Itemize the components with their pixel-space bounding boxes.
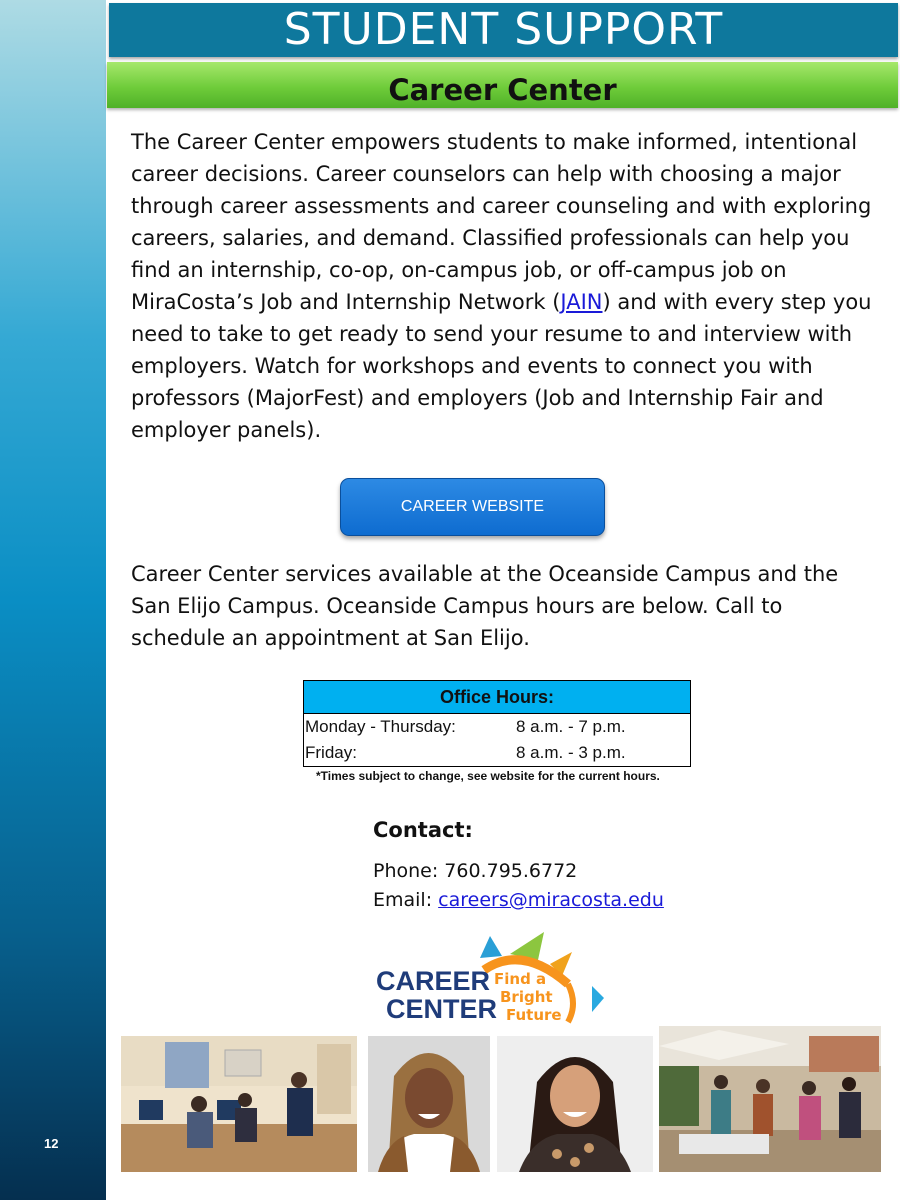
phone-line (373, 858, 577, 884)
building (809, 1036, 879, 1072)
logo-word-career: CAREER (376, 966, 491, 996)
pattern-dot (584, 1143, 594, 1153)
logo-ray-blue (480, 936, 502, 958)
logo-tagline-2: Bright (500, 988, 553, 1006)
hours-time: 8 a.m. - 7 p.m. (516, 717, 626, 736)
person-body (287, 1088, 313, 1136)
person-head (191, 1096, 207, 1112)
logo-arrow (592, 986, 604, 1012)
logo-tagline-1: Find a (494, 970, 547, 988)
hours-note: *Times subject to change, see website for the current hours. (316, 769, 660, 783)
photo-job-fair (659, 1026, 881, 1172)
page-number: 12 (44, 1136, 59, 1151)
logo-word-center: CENTER (386, 994, 498, 1024)
photo-computer-lab (121, 1036, 357, 1172)
logo-arc-lower (568, 984, 573, 1022)
phone-label: Phone: (373, 860, 445, 882)
person-head (714, 1075, 728, 1089)
person-head (756, 1079, 770, 1093)
person-head (238, 1093, 252, 1107)
person-head (802, 1081, 816, 1095)
intro-paragraph (131, 126, 879, 446)
person-body (187, 1112, 213, 1148)
page-title: STUDENT SUPPORT (109, 3, 898, 57)
person-head (291, 1072, 307, 1088)
table-row (304, 714, 690, 740)
email-line (373, 887, 664, 913)
booth-table (679, 1134, 769, 1154)
person-body (711, 1090, 731, 1134)
office-hours-table (303, 680, 691, 767)
logo-tagline-3: Future (506, 1006, 562, 1024)
phone-number: 760.795.6772 (444, 860, 578, 882)
person-body (235, 1108, 257, 1142)
hours-time: 8 a.m. - 3 p.m. (516, 743, 626, 762)
email-link[interactable]: careers@miracosta.edu (438, 889, 664, 911)
career-center-logo (372, 930, 612, 1026)
intro-text-start: The Career Center empowers students to make informed, intentional career decisions. Career counselors can help with choosing a major through career assessments and career counseling and with exploring careers, salaries, and demand. Classified professionals can help you find an internship, co-op, on-campus job, or off-campus job on MiraCosta’s Job and Internship Network ( (131, 130, 872, 314)
poster (225, 1050, 261, 1076)
email-label: Email: (373, 889, 439, 911)
person-head (842, 1077, 856, 1091)
section-title: Career Center (107, 62, 898, 108)
pattern-dot (570, 1157, 580, 1167)
person-body (753, 1094, 773, 1136)
jain-link[interactable]: JAIN (560, 290, 603, 314)
photo-staff-portrait-1 (368, 1036, 490, 1172)
person-body (799, 1096, 821, 1140)
face (550, 1065, 600, 1127)
tree (659, 1066, 699, 1126)
contact-heading: Contact: (373, 818, 473, 842)
pattern-dot (552, 1149, 562, 1159)
hours-day: Friday: (305, 743, 357, 762)
office-hours-header: Office Hours: (304, 681, 690, 714)
availability-paragraph: Career Center services available at the Oceanside Campus and the San Elijo Campus. Oceanside Campus hours are below. Call to schedule an appointment at San Elijo. (131, 562, 839, 650)
person-body (839, 1092, 861, 1138)
monitor (139, 1100, 163, 1120)
career-website-button[interactable]: CAREER WEBSITE (340, 478, 605, 536)
photo-staff-portrait-2 (497, 1036, 653, 1172)
hours-day: Monday - Thursday: (305, 717, 456, 736)
intro-text-end: ) and with every step you need to take to get ready to send your resume to and interview with employers. Watch for workshops and events to connect you with professors (MajorFest) and employers (Job and Internship Fair and employer panels). (131, 290, 872, 442)
side-gradient-bar (0, 0, 106, 1200)
door (317, 1044, 351, 1114)
bookshelf (165, 1042, 209, 1088)
table-row (304, 740, 690, 766)
